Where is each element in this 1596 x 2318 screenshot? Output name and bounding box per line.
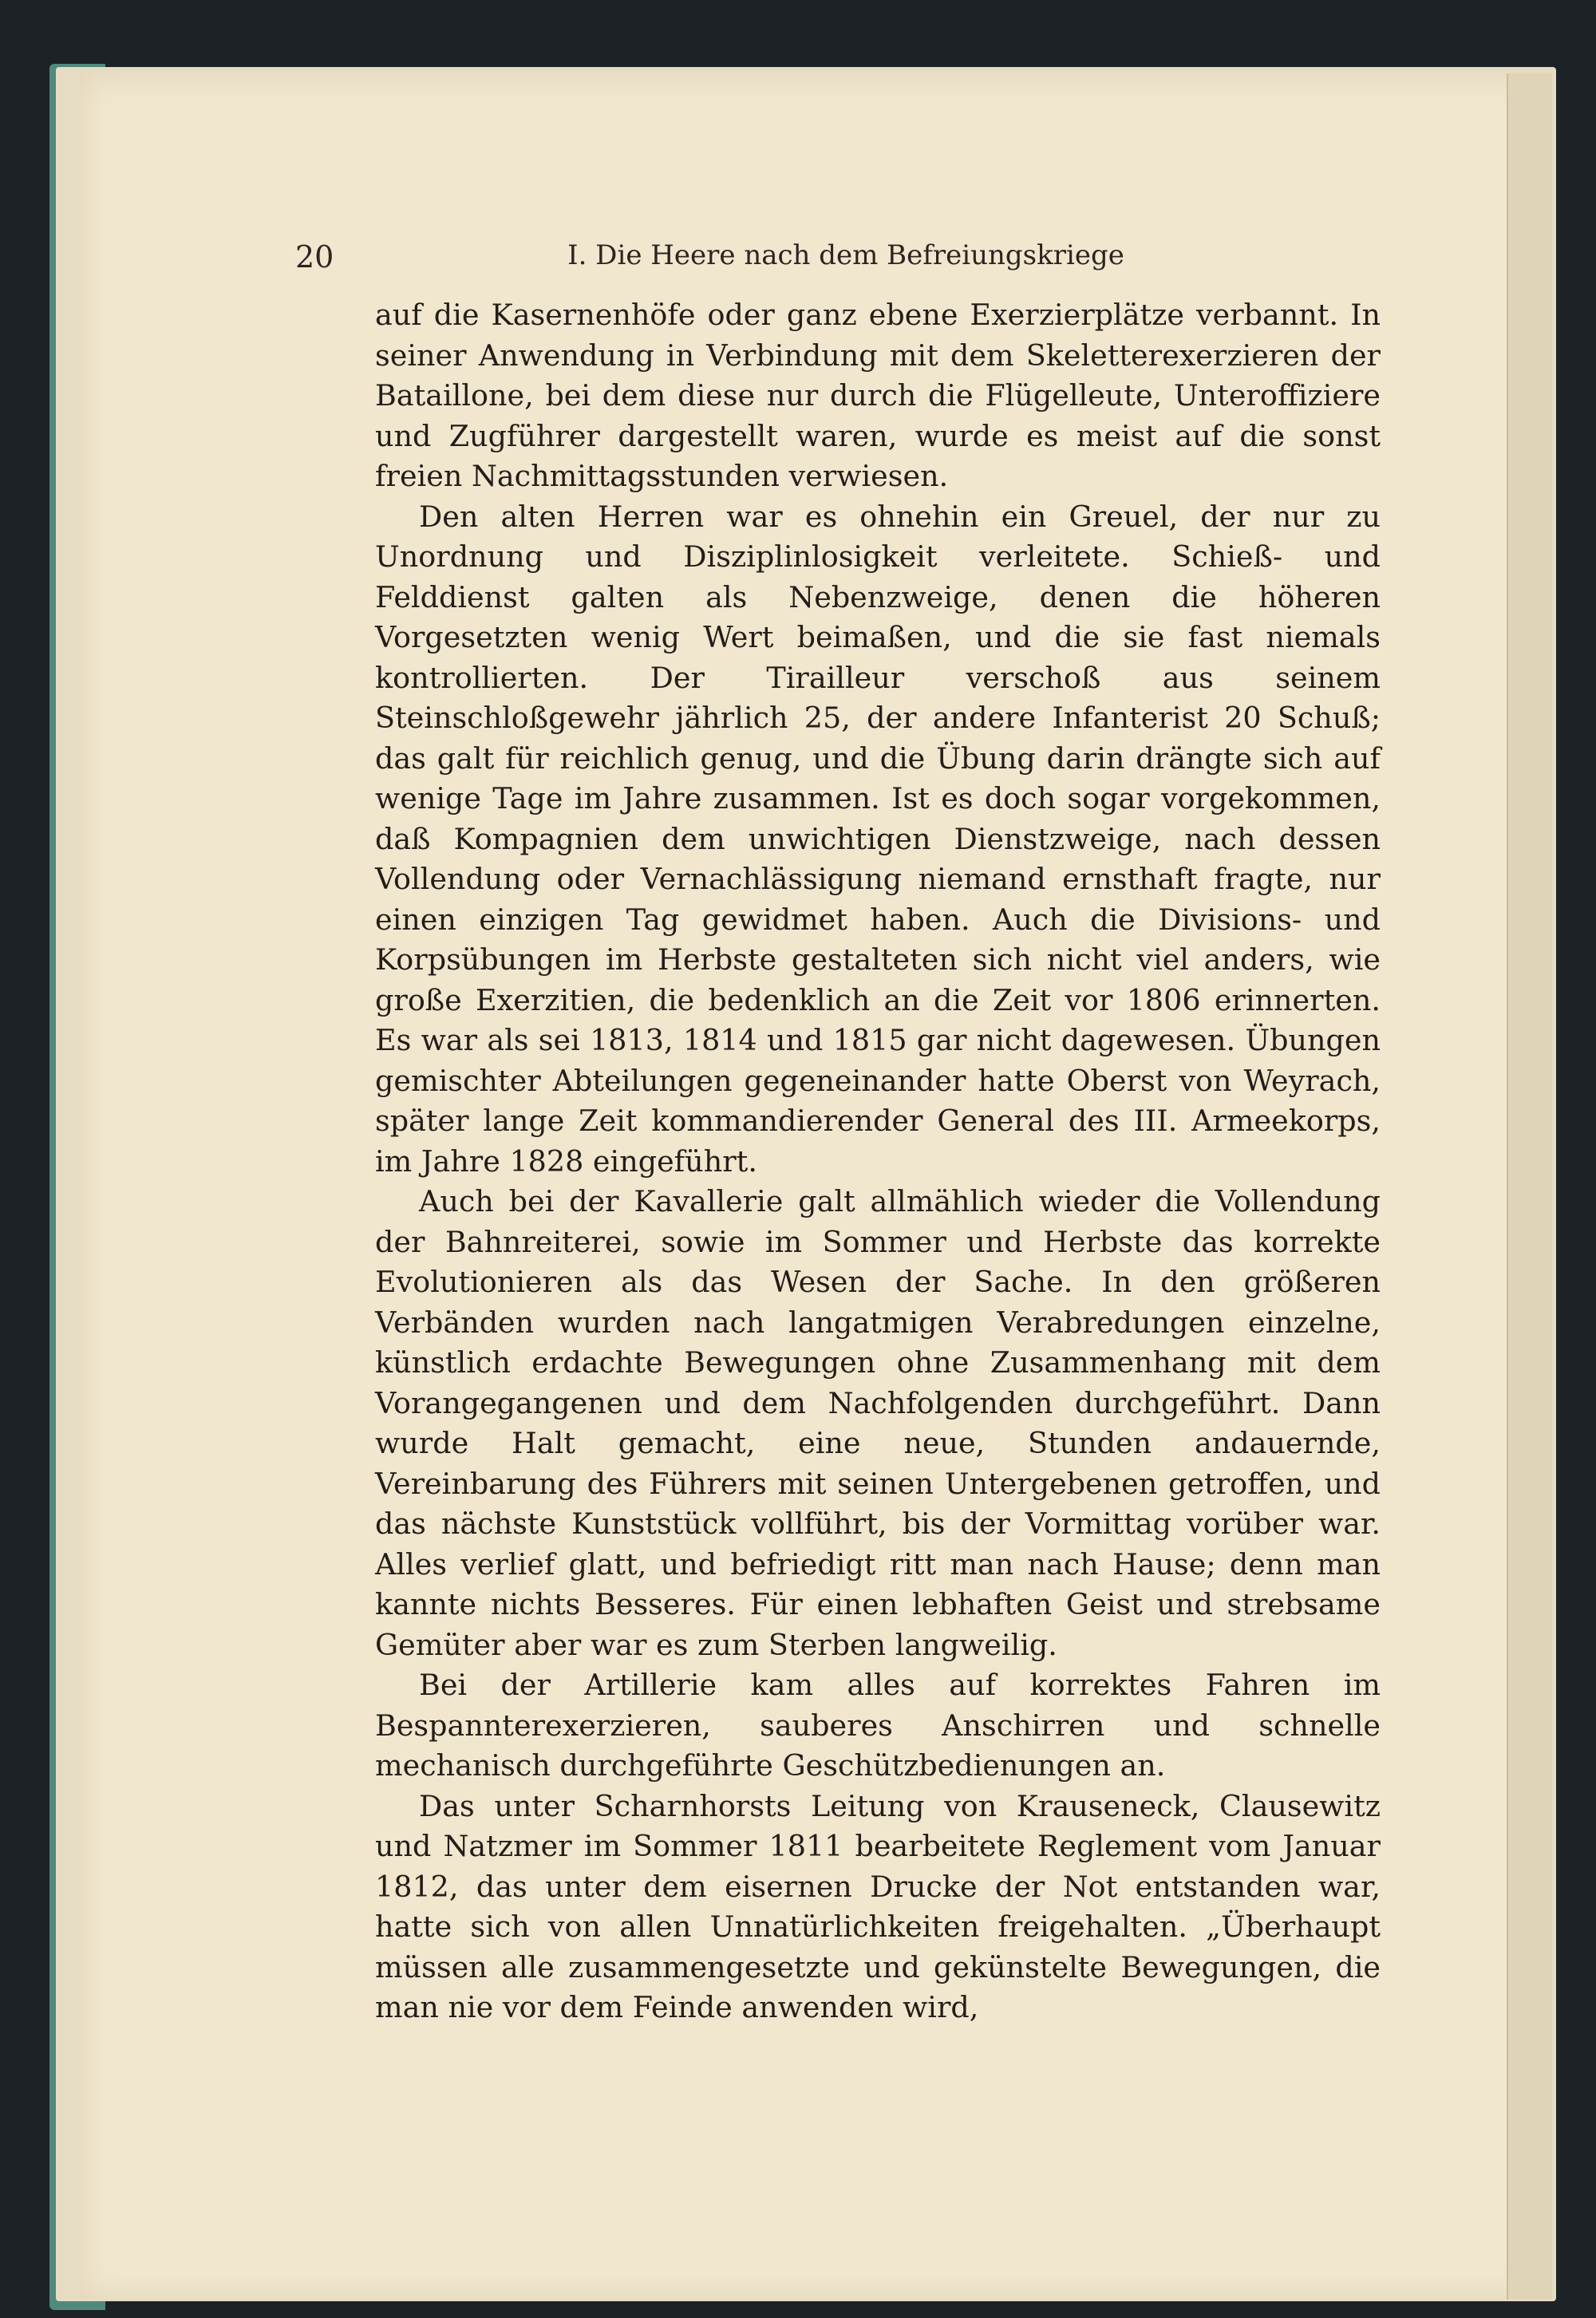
paragraph: Auch bei der Kavallerie galt allmählich wieder die Vollendung der Bahnreiterei, sowie im Sommer und Herbste das korrekte Evolutionieren als das Wesen der Sache. In den größeren Verbänden wurden nach langatmigen Verabredungen einzelne, künstlich erdachte Bewegungen ohne Zusammenhang mit dem Vorangegangenen und dem Nachfolgenden durchgeführt. Dann wurde Halt gemacht, eine neue, Stunden andauernde, Vereinbarung des Führers mit seinen Untergebenen getroffen, und das nächste Kunststück vollführt, bis der Vormittag vorüber war. Alles verlief glatt, und befriedigt ritt man nach Hause; denn man kannte nichts Besseres. Für einen lebhaften Geist und strebsame Gemüter aber war es zum Sterben langweilig.: [375, 1184, 1381, 1662]
paragraph: auf die Kasernenhöfe oder ganz ebene Exerzierplätze verbannt. In seiner Anwendung in Verbindung mit dem Skeletterexerzieren der Bataillone, bei dem diese nur durch die Flügelleute, Unteroffiziere und Zugführer dargestellt waren, wurde es meist auf die sonst freien Nachmittagsstunden verwiesen.: [375, 298, 1381, 493]
running-title: I. Die Heere nach dem Befreiungskriege: [567, 239, 1124, 271]
page-number: 20: [295, 239, 334, 274]
paragraph: Das unter Scharnhorsts Leitung von Krauseneck, Clausewitz und Natzmer im Sommer 1811 bearbeitete Reglement vom Januar 1812, das unter dem eisernen Drucke der Not entstanden war, hatte sich von allen Unnatürlichkeiten freigehalten. „Überhaupt müssen alle zusammengesetzte und gekünstelte Bewegungen, die man nie vor dem Feinde anwenden wird,: [375, 1788, 1381, 2024]
paragraph: Den alten Herren war es ohnehin ein Greuel, der nur zu Unordnung und Disziplinlosigkeit verleitete. Schieß- und Felddienst galten als Nebenzweige, denen die höheren Vorgesetzten wenig Wert beimaßen, und die sie fast niemals kontrollierten. Der Tirailleur verschoß aus seinem Steinschloßgewehr jährlich 25, der andere Infanterist 20 Schuß; das galt für reichlich genug, und die Übung darin drängte sich auf wenige Tage im Jahre zusammen. Ist es doch sogar vorgekommen, daß Kompagnien dem unwichtigen Dienstzweige, nach dessen Vollendung oder Vernachlässigung niemand ernsthaft fragte, nur einen einzigen Tag gewidmet haben. Auch die Divisions- und Korpsübungen im Herbste gestalteten sich nicht viel anders, wie große Exerzitien, die bedenklich an die Zeit vor 1806 erinnerten. Es war als sei 1813, 1814 und 1815 gar nicht dagewesen. Übungen gemischter Abteilungen gegeneinander hatte Oberst von Weyrach, später lange Zeit kommandierender General des III. Armeekorps, im Jahre 1828 eingeführt.: [375, 499, 1381, 1179]
page-gutter: [1507, 73, 1552, 2300]
page-body: [375, 295, 1381, 2028]
paragraph: Bei der Artillerie kam alles auf korrektes Fahren im Bespannterexerzieren, sauberes Anschirren und schnelle mechanisch durchgeführte Geschützbedienungen an.: [375, 1668, 1381, 1783]
page-header: [295, 239, 1396, 287]
